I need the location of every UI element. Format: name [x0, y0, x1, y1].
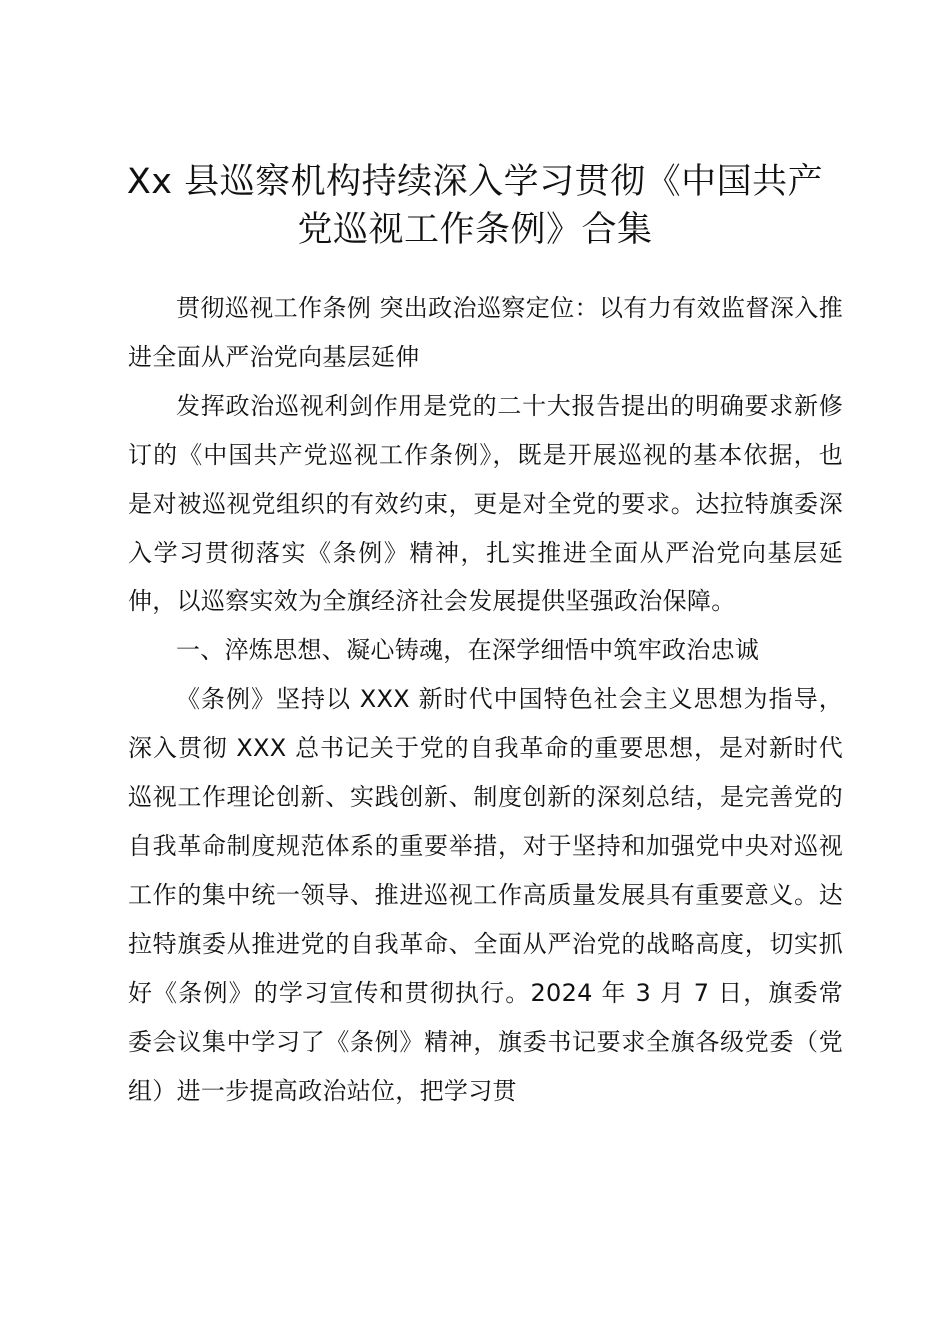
paragraph-intro: 发挥政治巡视利剑作用是党的二十大报告提出的明确要求新修订的《中国共产党巡视工作条例》，既是开展巡视的基本依据，也是对被巡视党组织的有效约束，更是对全党的要求。达拉特旗委深入学习贯彻落实《条例》精神，扎实推进全面从严治党向基层延伸，以巡察实效为全旗经济社会发展提供坚强政治保障。: [128, 391, 843, 616]
section-heading-1: 一、淬炼思想、凝心铸魂，在深学细悟中筑牢政治忠诚: [176, 636, 760, 665]
paragraph-subtitle: 贯彻巡视工作条例 突出政治巡察定位：以有力有效监督深入推进全面从严治党向基层延伸: [128, 294, 843, 371]
document-title: Xx 县巡察机构持续深入学习贯彻《中国共产党巡视工作条例》合集: [126, 162, 824, 250]
document-body: [128, 284, 843, 1115]
paragraph-section-1: 《条例》坚持以 XXX 新时代中国特色社会主义思想为指导，深入贯彻 XXX 总书记关于党的自我革命的重要思想，是对新时代巡视工作理论创新、实践创新、制度创新的深刻总结，是完善党的自我革命制度规范体系的重要举措，对于坚持和加强党中央对巡视工作的集中统一领导、推进巡视工作高质量发展具有重要意义。达拉特旗委从推进党的自我革命、全面从严治党的战略高度，切实抓好《条例》的学习宣传和贯彻执行。2024 年 3 月 7 日，旗委常委会议集中学习了《条例》精神，旗委书记要求全旗各级党委（党组）进一步提高政治站位，把学习贯: [128, 685, 843, 1105]
